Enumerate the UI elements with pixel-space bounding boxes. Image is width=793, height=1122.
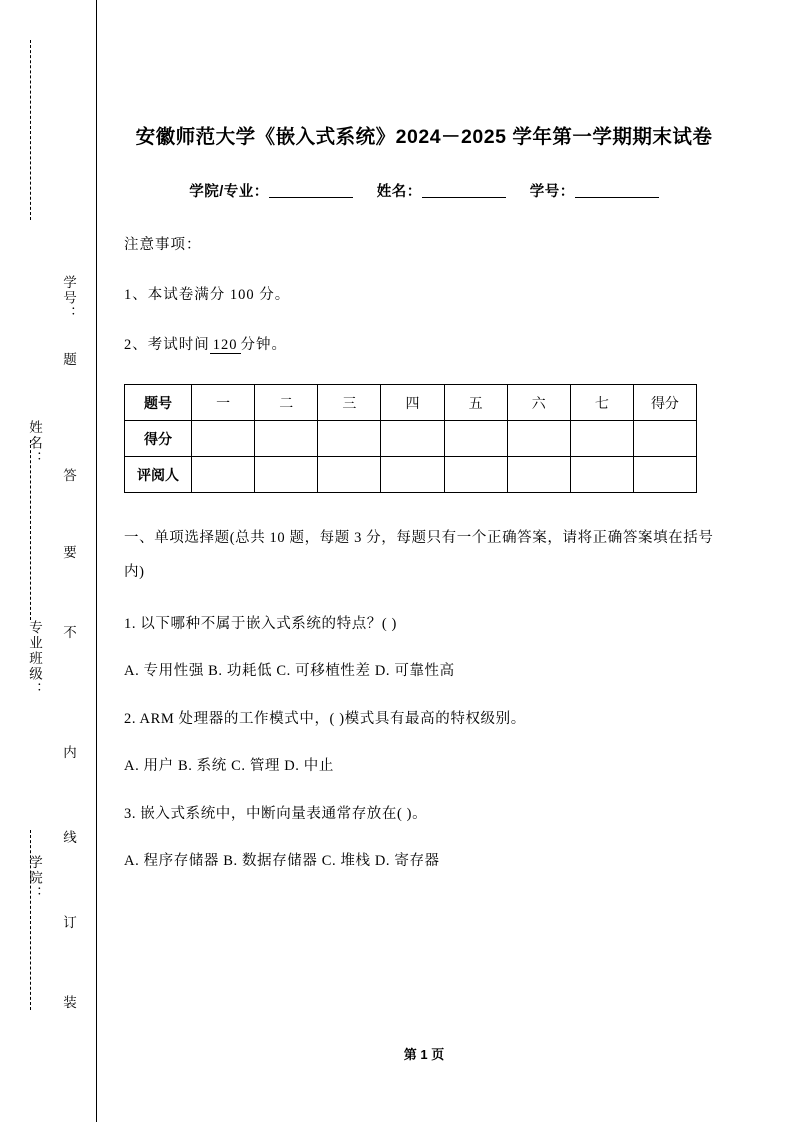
field-blank-student-id[interactable] xyxy=(575,183,659,199)
score-table-cell: 四 xyxy=(381,385,444,421)
score-table-cell[interactable] xyxy=(318,421,381,457)
margin-rule-line xyxy=(96,0,97,1122)
score-table xyxy=(124,384,697,493)
score-table-cell[interactable] xyxy=(192,421,255,457)
score-table-cell[interactable] xyxy=(633,421,696,457)
margin-label-ti: 题 xyxy=(61,352,76,368)
score-table-cell: 三 xyxy=(318,385,381,421)
margin-label-xueyuan: 学院： xyxy=(27,855,42,902)
field-label-college-major: 学院/专业： xyxy=(189,184,269,200)
question-options: A. 用户 B. 系统 C. 管理 D. 中止 xyxy=(124,758,334,774)
score-table-row-header: 评阅人 xyxy=(125,457,192,493)
section-heading-1: 一、单项选择题(总共 10 题，每题 3 分，每题只有一个正确答案，请将正确答案填在括号内) xyxy=(124,530,714,580)
margin-label-bu: 不 xyxy=(61,625,76,641)
note-1-value: 100 xyxy=(229,287,255,303)
exam-paper-body xyxy=(124,0,724,1122)
score-table-row-header: 题号 xyxy=(125,385,192,421)
page-number: 第 1 页 xyxy=(403,1047,445,1062)
score-table-cell[interactable] xyxy=(444,421,507,457)
score-table-cell: 一 xyxy=(192,385,255,421)
student-info-line xyxy=(124,180,724,201)
margin-label-xingming: 姓名： xyxy=(27,420,42,467)
score-table-cell: 得分 xyxy=(633,385,696,421)
dashed-rule-mid xyxy=(30,440,31,620)
table-row xyxy=(125,385,697,421)
note-1-suffix: 分。 xyxy=(259,287,291,303)
score-table-cell[interactable] xyxy=(381,457,444,493)
score-table-cell: 六 xyxy=(507,385,570,421)
margin-label-xian: 线 xyxy=(61,830,76,846)
score-table-cell[interactable] xyxy=(507,421,570,457)
field-label-name: 姓名： xyxy=(376,184,422,200)
table-row xyxy=(125,457,697,493)
score-table-cell: 二 xyxy=(255,385,318,421)
notes-heading: 注意事项： xyxy=(124,237,202,253)
score-table-cell[interactable] xyxy=(192,457,255,493)
margin-label-nei: 内 xyxy=(61,745,76,761)
margin-label-ding: 订 xyxy=(61,915,76,931)
note-item-1 xyxy=(124,283,724,304)
note-2-value: 120 xyxy=(210,337,241,354)
question-stem: 2. ARM 处理器的工作模式中，( )模式具有最高的特权级别。 xyxy=(124,711,526,727)
score-table-cell[interactable] xyxy=(255,421,318,457)
question-stem: 3. 嵌入式系统中，中断向量表通常存放在( )。 xyxy=(124,806,428,822)
field-blank-name[interactable] xyxy=(422,183,506,199)
score-table-cell[interactable] xyxy=(255,457,318,493)
score-table-cell[interactable] xyxy=(570,421,633,457)
question-options: A. 专用性强 B. 功耗低 C. 可移植性差 D. 可靠性高 xyxy=(124,663,455,679)
binding-margin xyxy=(0,0,120,1122)
margin-label-zhuanye: 专业班级： xyxy=(27,620,42,698)
margin-label-da: 答 xyxy=(61,468,76,484)
field-blank-college-major[interactable] xyxy=(269,183,353,199)
score-table-cell[interactable] xyxy=(381,421,444,457)
dashed-rule-top xyxy=(30,40,31,220)
question-stem: 1. 以下哪种不属于嵌入式系统的特点？( ) xyxy=(124,616,397,632)
note-1-prefix: 1、本试卷满分 xyxy=(124,287,226,303)
score-table-cell[interactable] xyxy=(507,457,570,493)
score-table-cell: 五 xyxy=(444,385,507,421)
field-label-student-id: 学号： xyxy=(529,184,575,200)
score-table-row-header: 得分 xyxy=(125,421,192,457)
table-row xyxy=(125,421,697,457)
note-item-2 xyxy=(124,333,724,354)
note-2-prefix: 2、考试时间 xyxy=(124,337,210,353)
margin-label-yao: 要 xyxy=(61,545,76,561)
margin-label-zhuang: 装 xyxy=(61,995,76,1011)
score-table-cell[interactable] xyxy=(444,457,507,493)
score-table-cell[interactable] xyxy=(318,457,381,493)
score-table-cell: 七 xyxy=(570,385,633,421)
score-table-cell[interactable] xyxy=(633,457,696,493)
margin-label-xuehao: 学号： xyxy=(61,275,76,322)
score-table-cell[interactable] xyxy=(570,457,633,493)
note-2-suffix: 分钟。 xyxy=(240,337,287,353)
question-options: A. 程序存储器 B. 数据存储器 C. 堆栈 D. 寄存器 xyxy=(124,853,440,869)
page-title: 安徽师范大学《嵌入式系统》2024－2025 学年第一学期期末试卷 xyxy=(135,126,713,148)
